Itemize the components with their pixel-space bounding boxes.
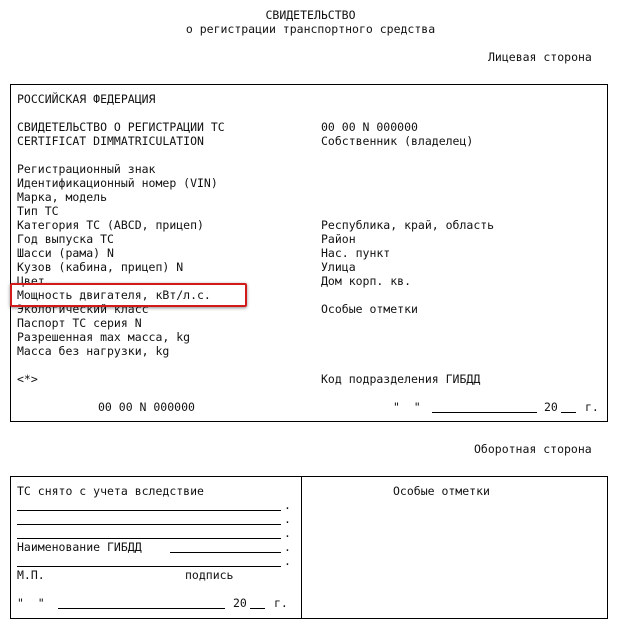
owner-label: Собственник (владелец) [321,134,474,148]
front-side-label: Лицевая сторона [488,50,592,64]
reason-line-2 [17,524,281,525]
field-chassis: Шасси (рама) N [17,246,114,260]
back-date-suffix: г. [274,596,288,610]
document-subtitle: о регистрации транспортного средства [185,22,436,36]
back-date-year: 20 [233,596,247,610]
back-divider [301,477,302,618]
reason-dot-3: . [284,526,291,540]
cert-number: 00 00 N 000000 [321,120,418,134]
cert-title-en: CERTIFICAT DIMMATRICULATION [17,134,204,148]
gibdd-name-label: Наименование ГИБДД [17,540,142,554]
reason-line-1 [17,510,281,511]
field-max-mass: Разрешенная max масса, kg [17,330,191,344]
address-locality: Нас. пункт [321,246,391,260]
signature-label: подпись [185,568,234,582]
bottom-cert-number: 00 00 N 000000 [98,400,195,414]
back-date-line [58,608,225,609]
gibdd-dot-2: . [284,554,291,568]
address-street: Улица [321,260,356,274]
field-category: Категория ТС (ABCD, прицеп) [17,218,204,232]
footnote-mark: <*> [17,372,38,386]
gibdd-line-2 [17,566,281,567]
field-reg-sign: Регистрационный знак [17,162,156,176]
field-type: Тип ТС [17,204,59,218]
gibdd-name-line [170,552,281,553]
field-year: Год выпуска ТС [17,232,114,246]
highlight-box [10,283,247,307]
field-vin: Идентификационный номер (VIN) [17,176,218,190]
back-special-marks: Особые отметки [393,484,490,498]
address-region: Республика, край, область [321,218,495,232]
back-side-label: Оборотная сторона [474,442,592,456]
document-title: СВИДЕТЕЛЬСТВО [265,8,356,22]
country-label: РОССИЙСКАЯ ФЕДЕРАЦИЯ [17,92,156,106]
back-date-quote: " " [17,596,45,610]
reason-dot-2: . [284,512,291,526]
front-date-suffix: г. [585,400,599,414]
gibdd-code-label: Код подразделения ГИБДД [321,372,481,386]
stamp-label: М.П. [17,568,45,582]
field-engine-power: Мощность двигателя, кВт/л.с. [17,288,211,302]
front-date-year: 20 [544,400,558,414]
front-date-line [432,412,537,413]
address-house: Дом корп. кв. [321,274,412,288]
back-year-line [250,608,265,609]
reason-line-3 [17,538,281,539]
field-passport: Паспорт ТС серия N [17,316,142,330]
front-date-quote: " " [393,400,421,414]
special-marks-label: Особые отметки [321,302,418,316]
field-eco-class: Экологический класс [17,302,149,316]
field-color: Цвет [17,274,45,288]
field-body: Кузов (кабина, прицеп) N [17,260,184,274]
cert-title-ru: СВИДЕТЕЛЬСТВО О РЕГИСТРАЦИИ ТС [17,120,225,134]
reason-dot-1: . [284,498,291,512]
removed-label: ТС снято с учета вследствие [17,484,204,498]
address-district: Район [321,232,356,246]
gibdd-dot: . [284,540,291,554]
front-year-line [561,412,576,413]
field-make-model: Марка, модель [17,190,108,204]
field-empty-mass: Масса без нагрузки, kg [17,344,170,358]
